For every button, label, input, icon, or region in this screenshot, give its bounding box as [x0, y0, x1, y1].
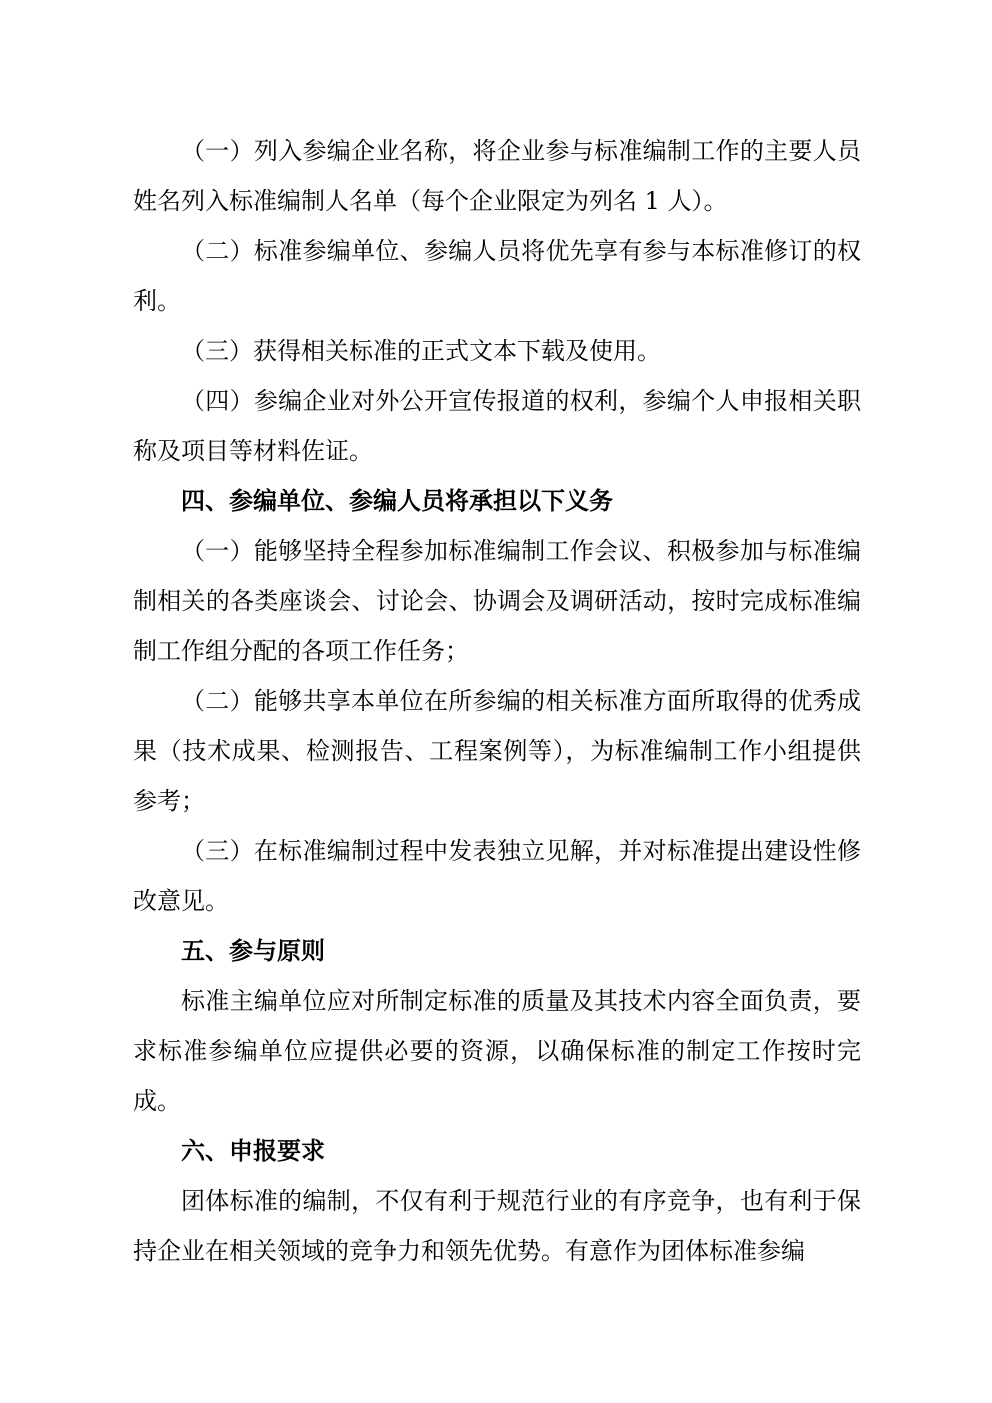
benefit-item-1: （一）列入参编企业名称，将企业参与标准编制工作的主要人员姓名列入标准编制人名单（每个企业限定为列名 1 人）。 — [133, 137, 861, 215]
section-heading-requirements: 六、申报要求 — [181, 1137, 325, 1165]
obligation-item-1: （一）能够坚持全程参加标准编制工作会议、积极参加与标准编制相关的各类座谈会、讨论会、协调会及调研活动，按时完成标准编制工作组分配的各项工作任务； — [133, 537, 861, 665]
obligation-item-2: （二）能够共享本单位在所参编的相关标准方面所取得的优秀成果（技术成果、检测报告、工程案例等），为标准编制工作小组提供参考； — [133, 687, 861, 815]
section-heading-obligations: 四、参编单位、参编人员将承担以下义务 — [181, 487, 613, 515]
obligation-item-3: （三）在标准编制过程中发表独立见解，并对标准提出建设性修改意见。 — [133, 837, 861, 915]
benefit-item-4: （四）参编企业对外公开宣传报道的权利，参编个人申报相关职称及项目等材料佐证。 — [133, 387, 861, 465]
principles-paragraph: 标准主编单位应对所制定标准的质量及其技术内容全面负责，要求标准参编单位应提供必要的资源，以确保标准的制定工作按时完成。 — [133, 987, 861, 1115]
requirements-paragraph: 团体标准的编制，不仅有利于规范行业的有序竞争，也有利于保持企业在相关领域的竞争力和领先优势。有意作为团体标准参编 — [133, 1187, 861, 1265]
section-heading-principles: 五、参与原则 — [181, 937, 325, 965]
document-body — [133, 126, 861, 1276]
benefit-item-2: （二）标准参编单位、参编人员将优先享有参与本标准修订的权利。 — [133, 237, 861, 315]
benefit-item-3: （三）获得相关标准的正式文本下载及使用。 — [181, 337, 661, 365]
